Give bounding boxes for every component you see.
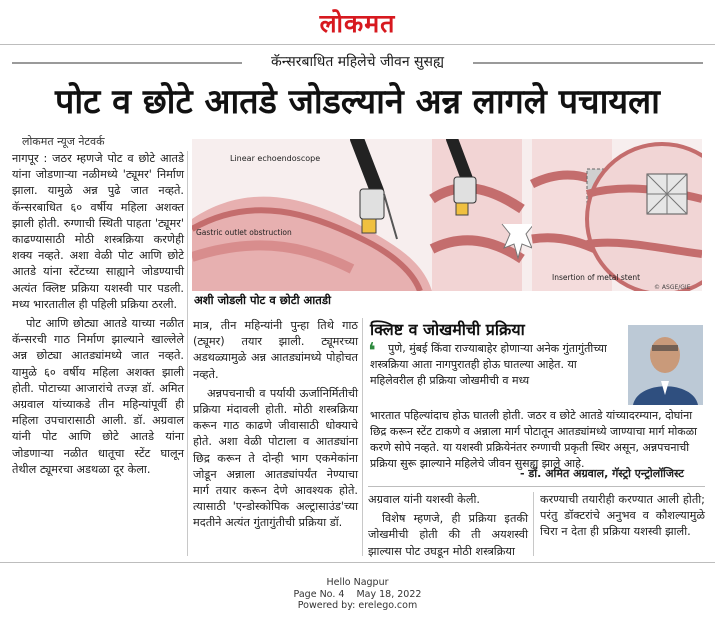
doctor-photo-icon [628, 325, 703, 405]
col1-paragraph: पोट आणि छोट्या आतडे याच्या नळीत कॅन्सरची गाठ निर्माण झाल्याने खाल्लेले अन्न छोट्या आतड्यांमध्ये जात नव्हते. यामुळे ६० वर्षीय महिला अशक्त झाली होती. पोटाच्या आजारांचे तज्ज्ञ डॉ. अमित अग्रवाल यांच्याकडे तीन महिन्यांपूर्वी ही महिला उपचारासाठी आली. डॉ. अग्रवाल यांनी पोट आणि छोटे आतडे यांना जोडणाऱ्या नळीत धातूचा स्टेंट घालून तेथील ट्यूमरचा अडथळा दूर केला. [12, 317, 184, 476]
article-column-2 [193, 318, 358, 535]
footer-edition: Hello Nagpur [326, 577, 389, 588]
doctor-portrait [628, 325, 703, 405]
col2-paragraph: अन्नपचनाची व पर्यायी ऊर्जानिर्मितीची प्रक्रिया मंदावली होती. मोठी शस्त्रक्रिया करून गाठ काढणे जीवासाठी धोक्याचे होते. अशा वेळी पोटाला व आतड्यांना छिद्र करून ते दोन्ही भाग एकमेकांना जोडून अन्नाला आतड्यांपर्यंत नेण्याचा मार्ग तयार करून देणे आवश्यक होते. त्यासाठी 'एन्डोस्कोपिक अल्ट्रासाउंड'च्या मदतीने अत्यंत गुंतागुंतीची प्रक्रिया डॉ. [193, 386, 358, 530]
kicker [0, 52, 715, 71]
column-divider [187, 151, 188, 556]
label-echoendoscope: Linear echoendoscope [230, 154, 321, 163]
article-column-4 [540, 492, 705, 544]
kicker-text: कॅन्सरबाधित महिलेचे जीवन सुसह्य [261, 54, 454, 70]
col1-paragraph: नागपूर : जठर म्हणजे पोट व छोटे आतडे यांना जोडणाऱ्या नळीमध्ये 'ट्यूमर' निर्माण झाला. यामुळे अन्न पुढे जात नव्हते. कॅन्सरबाधित ६० वर्षीय महिला अशक्त झाली होती. रुग्णाची स्थिती पाहता 'ट्यूमर' काढण्यासाठी मोठी शस्त्रक्रिया करणेही शक्य नव्हते. अशा वेळी पोट आणि छोटे आतडे यांना स्टेंटच्या साह्याने जोडण्याची अत्यंत क्लिष्ट प्रक्रिया यशस्वी पार पडली. मध्य भारतातील ही पहिली प्रक्रिया ठरली. [12, 152, 184, 311]
column-divider [362, 318, 363, 556]
footer-powered-by: Powered by: erelego.com [297, 600, 418, 611]
figure-caption: अशी जोडली पोट व छोटी आतडी [194, 293, 331, 307]
footer-rule [0, 562, 715, 563]
sidebar-bottom-rule [368, 486, 705, 487]
medical-illustration [192, 139, 702, 291]
sidebar-signature: - डॉ. अमित अग्रवाल, गॅस्ट्रो एन्ट्रोलॉजिस्ट [520, 467, 684, 480]
col4-paragraph: करण्याची तयारीही करण्यात आली होती; परंतु डॉक्टरांचे अनुभव व कौशल्यामुळे चिरा न देता ही प्रक्रिया यशस्वी झाली. [540, 493, 705, 539]
label-gastric-outlet: Gastric outlet obstruction [196, 228, 292, 237]
label-metal-stent: Insertion of metal stent [552, 273, 641, 282]
quote-icon: ❛ [368, 339, 376, 364]
article-column-1 [12, 151, 184, 481]
figure-credit: © ASGE/GIE [654, 284, 691, 291]
headline: पोट व छोटे आतडे जोडल्याने अन्न लागले पचायला [55, 82, 660, 122]
col2-paragraph: मात्र, तीन महिन्यांनी पुन्हा तिथे गाठ (ट्यूमर) तयार झाली. ट्यूमरच्या अडथळ्यामुळे अन्न आतड्यांमध्ये पोहोचत नव्हते. [193, 319, 358, 381]
footer-page-date: Page No. 4 May 18, 2022 [293, 589, 422, 600]
sidebar-text-wide: भारतात पहिल्यांदाच होऊ घातली होती. जठर व छोटे आतडे यांच्यादरम्यान, दोघांना छिद्र करून स्टेंट टाकणे व अन्नाला मार्ग पोटातून आतड्यांमध्ये जाण्याचा मार्ग मोकळा करणे सोपे नव्हते. या यशस्वी प्रक्रियेनंतर रुग्णाची प्रकृती स्थिर असून, अन्नपचनाची प्रक्रिया सुरू झाल्याने महिलेचे जीवन सुसह्य झाले आहे. [370, 409, 697, 470]
col3-paragraph: विशेष म्हणजे, ही प्रक्रिया इतकी जोखमीची होती की ती अयशस्वी झाल्यास पोट उघडून मोठी शस्त्रक्रिया [368, 512, 528, 558]
masthead-logo: लोकमत [319, 9, 396, 38]
sidebar-text-narrow: पुणे, मुंबई किंवा राज्याबाहेर होणाऱ्या अनेक गुंतागुंतीच्या शस्त्रक्रिया आता नागपुरातही होऊ घातल्या आहेत. या महिलेवरील ही प्रक्रिया जोखमीची व मध्य [370, 342, 607, 387]
endoscopy-diagram [192, 139, 702, 291]
byline: लोकमत न्यूज नेटवर्क [22, 135, 105, 148]
masthead-rule [0, 44, 715, 45]
col3-paragraph: अग्रवाल यांनी यशस्वी केली. [368, 493, 481, 506]
column-divider [533, 492, 534, 556]
sidebar-title: क्लिष्ट व जोखमीची प्रक्रिया [370, 320, 525, 339]
article-column-3 [368, 492, 528, 563]
